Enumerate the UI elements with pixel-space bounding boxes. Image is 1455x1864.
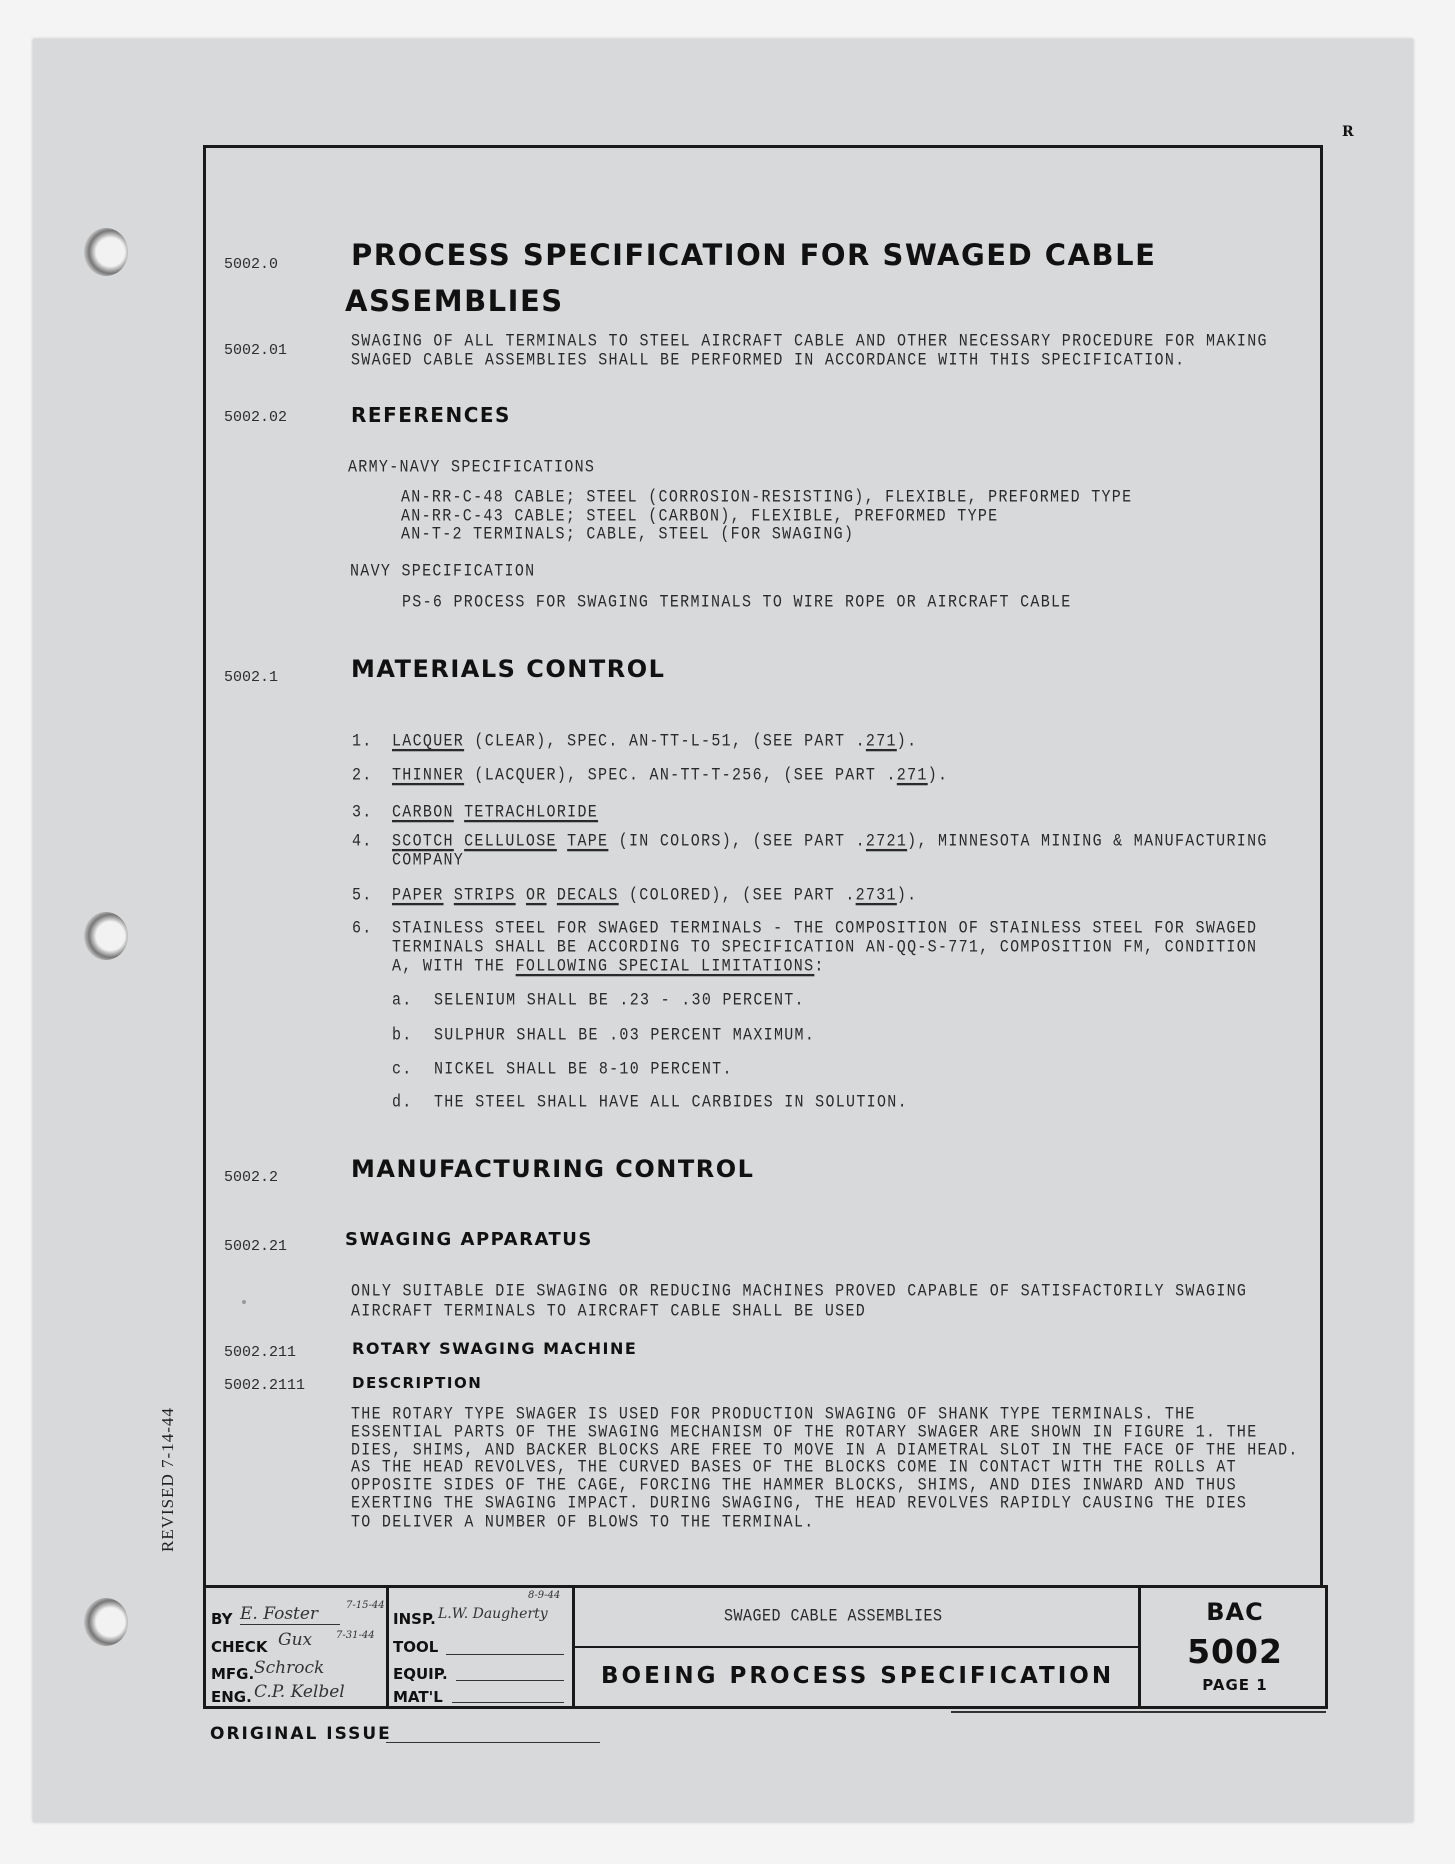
underlined-term: DECALS [556,885,619,906]
limitation-text: SELENIUM SHALL BE .23 - .30 PERCENT. [434,990,805,1011]
limitation-text: THE STEEL SHALL HAVE ALL CARBIDES IN SOLUTION. [434,1092,908,1113]
check-label: CHECK [211,1638,268,1656]
description-line: ESSENTIAL PARTS OF THE SWAGING MECHANISM OF THE ROTARY SWAGER ARE SHOWN IN FIGURE 1. THE [351,1422,1258,1443]
description-line: TO DELIVER A NUMBER OF BLOWS TO THE TERMINAL. [351,1512,815,1533]
material-number: 3. [352,802,373,823]
text-segment: ), MINNESOTA MINING & MANUFACTURING [907,831,1268,852]
material-number: 1. [352,731,373,752]
tool-line [446,1654,564,1655]
punch-hole [84,912,128,960]
text-segment: COMPANY [392,850,465,871]
text-segment [516,886,526,906]
underlined-term: FOLLOWING SPECIAL LIMITATIONS [515,956,815,977]
page-number: PAGE 1 [1202,1676,1268,1694]
mfg-signature: Schrock [254,1658,325,1678]
matl-line [452,1702,564,1703]
text-segment: (CLEAR), SPEC. AN-TT-L-51, (SEE PART . [464,731,866,752]
underlined-term: 271 [896,765,928,786]
material-number: 4. [352,831,373,852]
text-segment: ). [896,731,918,752]
page-title: PROCESS SPECIFICATION FOR SWAGED CABLE [351,238,1157,272]
material-item-line [392,938,1257,958]
bac-label: BAC [1206,1598,1264,1626]
text-segment: (IN COLORS), (SEE PART . [608,831,866,852]
section-number: 5002.01 [224,342,288,359]
underlined-term: 271 [865,731,897,752]
text-segment: STAINLESS STEEL FOR SWAGED TERMINALS - THE COMPOSITION OF STAINLESS STEEL FOR SWAGED [392,918,1258,939]
description-line: AS THE HEAD REVOLVES, THE CURVED BASES OF THE BLOCKS COME IN CONTACT WITH THE ROLLS AT [351,1457,1237,1478]
title-block [203,1585,1328,1709]
eng-signature: C.P. Kelbel [254,1682,345,1702]
description-line: OPPOSITE SIDES OF THE CAGE, FORCING THE HAMMER BLOCKS, SHIMS, AND DIES INWARD AND THUS [351,1475,1237,1496]
mfg-label: MFG. [211,1665,255,1683]
reference-item: PS-6 PROCESS FOR SWAGING TERMINALS TO WIRE ROPE OR AIRCRAFT CABLE [402,592,1072,613]
scope-line: SWAGED CABLE ASSEMBLIES SHALL BE PERFORMED IN ACCORDANCE WITH THIS SPECIFICATION. [351,350,1186,371]
by-date: 7-15-44 [346,1600,385,1611]
section-heading: REFERENCES [351,403,511,427]
divider [386,1588,389,1706]
underlined-term: OR [525,885,547,906]
section-number: 5002.2 [224,1169,279,1186]
underlined-term: CELLULOSE [464,831,557,852]
punch-hole [84,228,128,276]
underlined-term: 2731 [855,885,897,906]
text-segment [454,832,464,852]
underlined-term: SCOTCH [392,831,454,852]
underline-rule [951,1711,1326,1713]
section-heading: MANUFACTURING CONTROL [351,1155,755,1183]
text-segment: A, WITH THE [392,956,516,977]
divider [572,1646,1138,1648]
material-item-line [392,886,917,906]
tool-label: TOOL [393,1638,439,1656]
reference-item: AN-RR-C-43 CABLE; STEEL (CARBON), FLEXIBLE, PREFORMED TYPE [401,506,999,527]
section-number: 5002.211 [224,1344,297,1361]
check-date: 7-31-44 [336,1630,375,1641]
apparatus-line: AIRCRAFT TERMINALS TO AIRCRAFT CABLE SHALL BE USED [351,1301,867,1322]
section-number: 5002.0 [224,256,279,273]
reference-group-label: NAVY SPECIFICATION [350,561,536,582]
text-segment: : [814,956,825,977]
underlined-term: CARBON [392,802,454,823]
reference-item: AN-RR-C-48 CABLE; STEEL (CORROSION-RESISTING), FLEXIBLE, PREFORMED TYPE [401,487,1133,508]
underlined-term: 2721 [865,831,908,852]
insp-signature: L.W. Daugherty [438,1606,548,1622]
description-line: DIES, SHIMS, AND BACKER BLOCKS ARE FREE TO MOVE IN A DIAMETRAL SLOT IN THE FACE OF THE HEAD. [351,1440,1299,1461]
text-segment [557,832,567,852]
by-label: BY [211,1610,233,1628]
material-item-line [392,732,917,752]
material-item-line [392,832,1268,852]
material-item-line [392,957,825,977]
limitation-letter: b. [392,1025,413,1046]
limitation-letter: d. [392,1092,413,1113]
material-item-line [392,919,1257,939]
insp-date: 8-9-44 [528,1590,561,1601]
underlined-term: THINNER [392,765,465,786]
corner-mark: R [1342,124,1356,140]
limitation-letter: c. [392,1059,413,1080]
by-signature: E. Foster [240,1604,340,1625]
original-issue-label: ORIGINAL ISSUE [210,1724,392,1744]
underlined-term: STRIPS [453,885,516,906]
text-segment: ). [927,765,949,786]
original-issue-line [386,1742,600,1743]
text-segment: (LACQUER), SPEC. AN-TT-T-256, (SEE PART . [464,765,897,786]
description-line: THE ROTARY TYPE SWAGER IS USED FOR PRODUCTION SWAGING OF SHANK TYPE TERMINALS. THE [351,1404,1196,1425]
text-segment: TERMINALS SHALL BE ACCORDING TO SPECIFICATION AN-QQ-S-771, COMPOSITION FM, CONDITION [392,937,1258,958]
stray-dot [242,1300,246,1304]
material-number: 2. [352,765,373,786]
limitation-letter: a. [392,990,413,1011]
material-number: 6. [352,918,373,939]
text-segment [444,886,454,906]
underlined-term: PAPER [392,885,444,906]
spec-number: 5002 [1187,1632,1283,1671]
equip-label: EQUIP. [393,1665,448,1683]
scope-line: SWAGING OF ALL TERMINALS TO STEEL AIRCRAFT CABLE AND OTHER NECESSARY PROCEDURE FOR MAKING [351,331,1268,352]
material-number: 5. [352,885,373,906]
subsection-heading: DESCRIPTION [352,1374,483,1392]
text-segment: (COLORED), (SEE PART . [618,885,856,906]
section-heading: MATERIALS CONTROL [351,655,666,683]
company-spec-title: BOEING PROCESS SPECIFICATION [601,1663,1115,1689]
check-signature: Gux [278,1630,313,1650]
limitation-text: SULPHUR SHALL BE .03 PERCENT MAXIMUM. [434,1025,816,1046]
material-item-line [392,851,464,871]
revised-stamp: REVISED 7-14-44 [158,1407,177,1552]
reference-group-label: ARMY-NAVY SPECIFICATIONS [348,457,596,478]
subject-title: SWAGED CABLE ASSEMBLIES [724,1606,943,1627]
subsection-heading: SWAGING APPARATUS [345,1229,593,1250]
equip-line [456,1680,564,1681]
insp-label: INSP. [393,1610,436,1628]
description-line: EXERTING THE SWAGING IMPACT. DURING SWAGING, THE HEAD REVOLVES RAPIDLY CAUSING THE DIES [351,1493,1248,1514]
underlined-term: TAPE [567,831,609,852]
reference-item: AN-T-2 TERMINALS; CABLE, STEEL (FOR SWAGING) [401,524,855,545]
page-title-cont: ASSEMBLIES [345,284,564,318]
matl-label: MAT'L [393,1688,443,1706]
punch-hole [84,1598,128,1646]
section-number: 5002.21 [224,1238,288,1255]
divider [1138,1588,1141,1706]
section-number: 5002.2111 [224,1377,306,1394]
text-segment: ). [896,885,918,906]
subsection-heading: ROTARY SWAGING MACHINE [352,1339,638,1358]
underlined-term: TETRACHLORIDE [464,802,599,823]
material-item-line [392,803,598,823]
apparatus-line: ONLY SUITABLE DIE SWAGING OR REDUCING MACHINES PROVED CAPABLE OF SATISFACTORILY SWAGING [351,1281,1248,1302]
underlined-term: LACQUER [392,731,465,752]
limitation-text: NICKEL SHALL BE 8-10 PERCENT. [434,1059,733,1080]
text-segment [454,803,464,823]
eng-label: ENG. [211,1688,252,1706]
section-number: 5002.02 [224,409,288,426]
section-number: 5002.1 [224,669,279,686]
text-segment [547,886,557,906]
material-item-line [392,766,948,786]
